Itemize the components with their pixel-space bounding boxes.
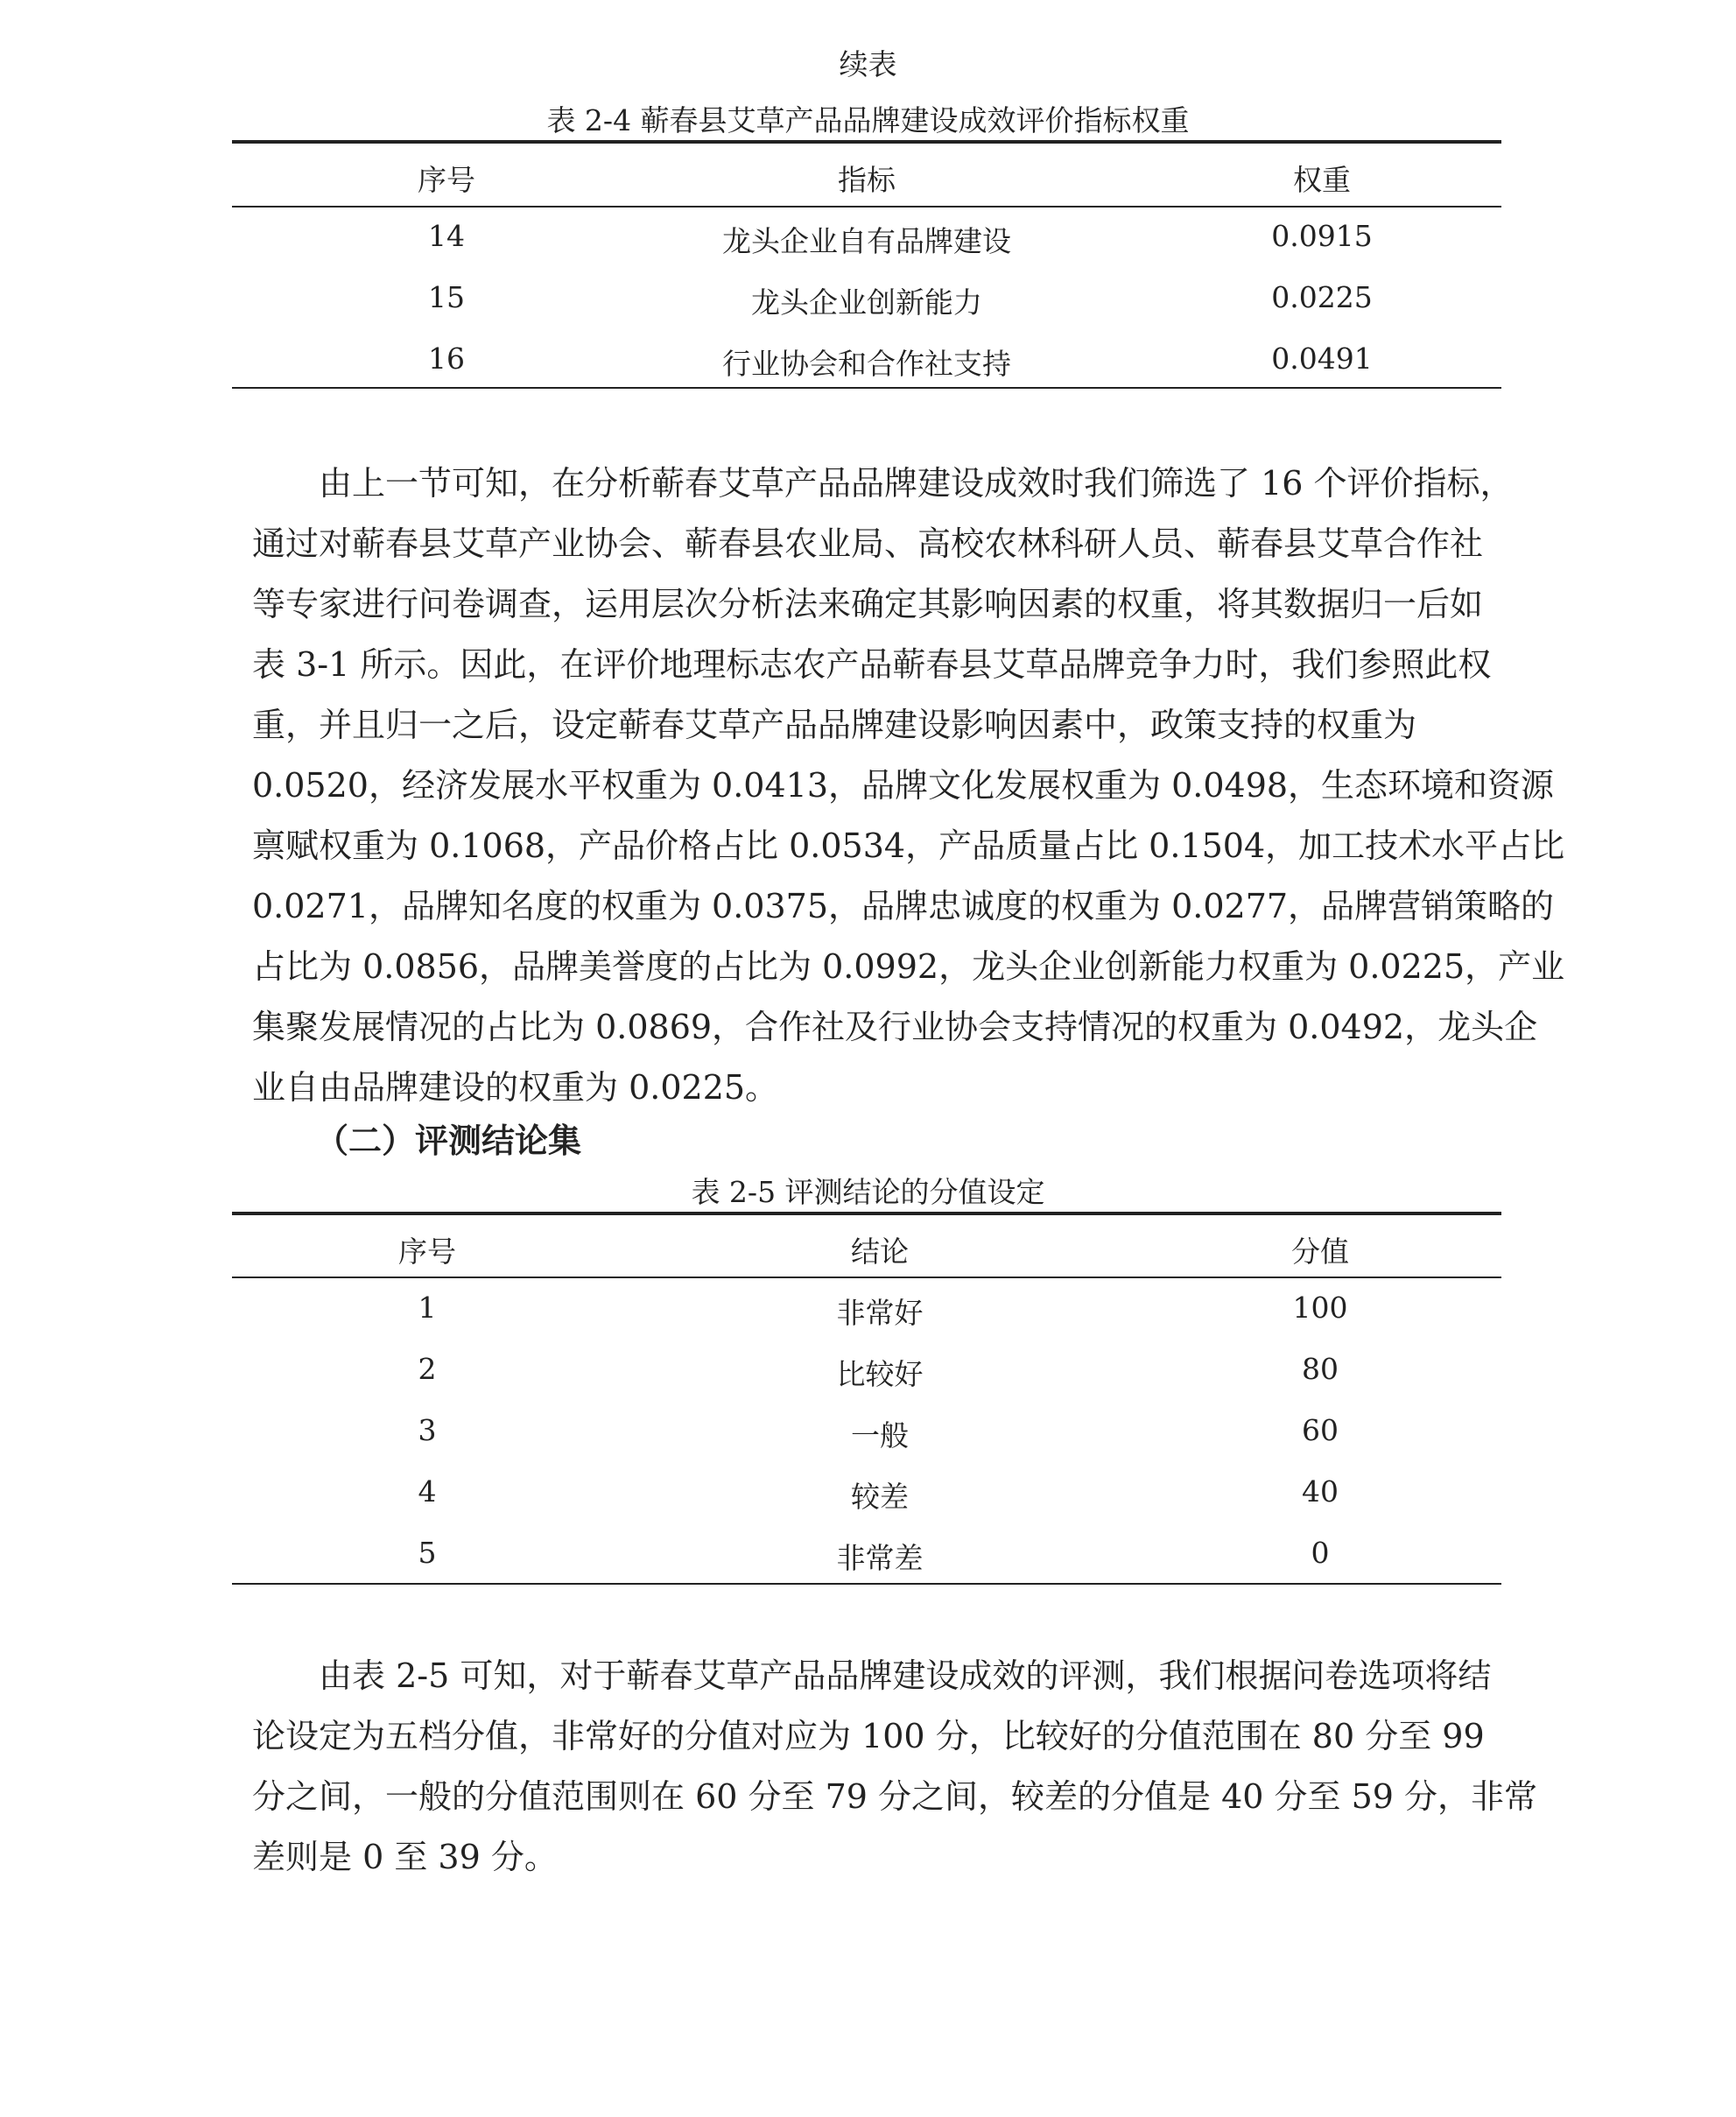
table-cell-index: 5	[418, 1536, 437, 1570]
paragraph-line: 重，并且归一之后，设定蕲春艾草产品品牌建设影响因素中，政策支持的权重为	[252, 706, 1417, 744]
table-bottom-rule	[232, 387, 1501, 389]
section-heading: （二）评测结论集	[315, 1122, 582, 1160]
paragraph-line: 禀赋权重为 0.1068，产品价格占比 0.0534，产品质量占比 0.1504，加工技术水平占比	[252, 826, 1565, 865]
table-cell-indicator: 行业协会和合作社支持	[722, 347, 1011, 381]
paragraph-line: 占比为 0.0856，品牌美誉度的占比为 0.0992，龙头企业创新能力权重为 0.0225，产业	[252, 947, 1565, 986]
table-header-indicator: 指标	[838, 163, 896, 197]
table-cell-weight: 0.0491	[1271, 341, 1373, 376]
table-cell-indicator: 龙头企业创新能力	[751, 285, 982, 320]
table-header-index: 序号	[398, 1234, 456, 1269]
table-header-index: 序号	[418, 163, 475, 197]
table-cell-score: 80	[1302, 1352, 1339, 1386]
table-top-rule	[232, 140, 1501, 144]
paragraph-line: 0.0520，经济发展水平权重为 0.0413，品牌文化发展权重为 0.0498，生态环境和资源	[252, 766, 1555, 805]
table-cell-index: 14	[428, 219, 465, 253]
paragraph-line: 0.0271，品牌知名度的权重为 0.0375，品牌忠诚度的权重为 0.0277，品牌营销策略的	[252, 887, 1555, 925]
table-cell-conclusion: 非常好	[836, 1296, 924, 1330]
table-header-rule	[232, 206, 1501, 207]
table-top-rule	[232, 1212, 1501, 1215]
table-cell-score: 100	[1292, 1291, 1348, 1325]
body-paragraph	[252, 454, 1565, 1118]
table-cell-indicator: 龙头企业自有品牌建设	[722, 224, 1011, 258]
paragraph-line: 等专家进行问卷调查，运用层次分析法来确定其影响因素的权重，将其数据归一后如	[252, 585, 1484, 623]
paragraph-line: 表 3-1 所示。因此，在评价地理标志农产品蕲春县艾草品牌竞争力时，我们参照此权	[252, 645, 1492, 684]
table-header-score: 分值	[1291, 1234, 1349, 1269]
table-cell-index: 2	[418, 1352, 437, 1386]
table-cell-index: 16	[428, 341, 465, 376]
paragraph-line: 集聚发展情况的占比为 0.0869，合作社及行业协会支持情况的权重为 0.0492，龙头企	[252, 1008, 1538, 1046]
paragraph-line: 由上一节可知，在分析蕲春艾草产品品牌建设成效时我们筛选了 16 个评价指标，	[319, 464, 1514, 503]
table-2-5-caption: 表 2-5 评测结论的分值设定	[691, 1175, 1045, 1209]
table-cell-index: 3	[418, 1413, 437, 1447]
table-header-weight: 权重	[1293, 163, 1351, 197]
table-cell-conclusion: 一般	[851, 1418, 909, 1452]
table-bottom-rule	[232, 1583, 1501, 1585]
table-cell-conclusion: 非常差	[836, 1541, 924, 1575]
paragraph-line: 分之间，一般的分值范围则在 60 分至 79 分之间，较差的分值是 40 分至 59 分，非常	[252, 1777, 1538, 1816]
table-cell-index: 15	[428, 280, 465, 314]
paragraph-line: 由表 2-5 可知，对于蕲春艾草产品品牌建设成效的评测，我们根据问卷选项将结	[319, 1656, 1492, 1695]
paragraph-line: 通过对蕲春县艾草产业协会、蕲春县农业局、高校农林科研人员、蕲春县艾草合作社	[252, 524, 1484, 563]
paragraph-line: 差则是 0 至 39 分。	[252, 1838, 558, 1876]
table-cell-score: 40	[1302, 1474, 1339, 1509]
table-cell-score: 0	[1311, 1536, 1330, 1570]
table-cell-weight: 0.0915	[1271, 219, 1373, 253]
body-paragraph	[252, 1646, 1557, 1888]
continued-label: 续表	[839, 47, 897, 81]
table-cell-conclusion: 比较好	[836, 1357, 924, 1391]
table-header-conclusion: 结论	[851, 1234, 909, 1269]
table-cell-conclusion: 较差	[851, 1480, 909, 1514]
table-cell-weight: 0.0225	[1271, 280, 1373, 314]
table-cell-score: 60	[1302, 1413, 1339, 1447]
paragraph-line: 业自由品牌建设的权重为 0.0225。	[252, 1068, 779, 1107]
table-2-4-caption: 表 2-4 蕲春县艾草产品品牌建设成效评价指标权重	[546, 103, 1190, 137]
table-cell-index: 1	[418, 1291, 437, 1325]
table-cell-index: 4	[418, 1474, 437, 1509]
paragraph-line: 论设定为五档分值，非常好的分值对应为 100 分，比较好的分值范围在 80 分至 99	[252, 1717, 1485, 1755]
table-header-rule	[232, 1277, 1501, 1278]
